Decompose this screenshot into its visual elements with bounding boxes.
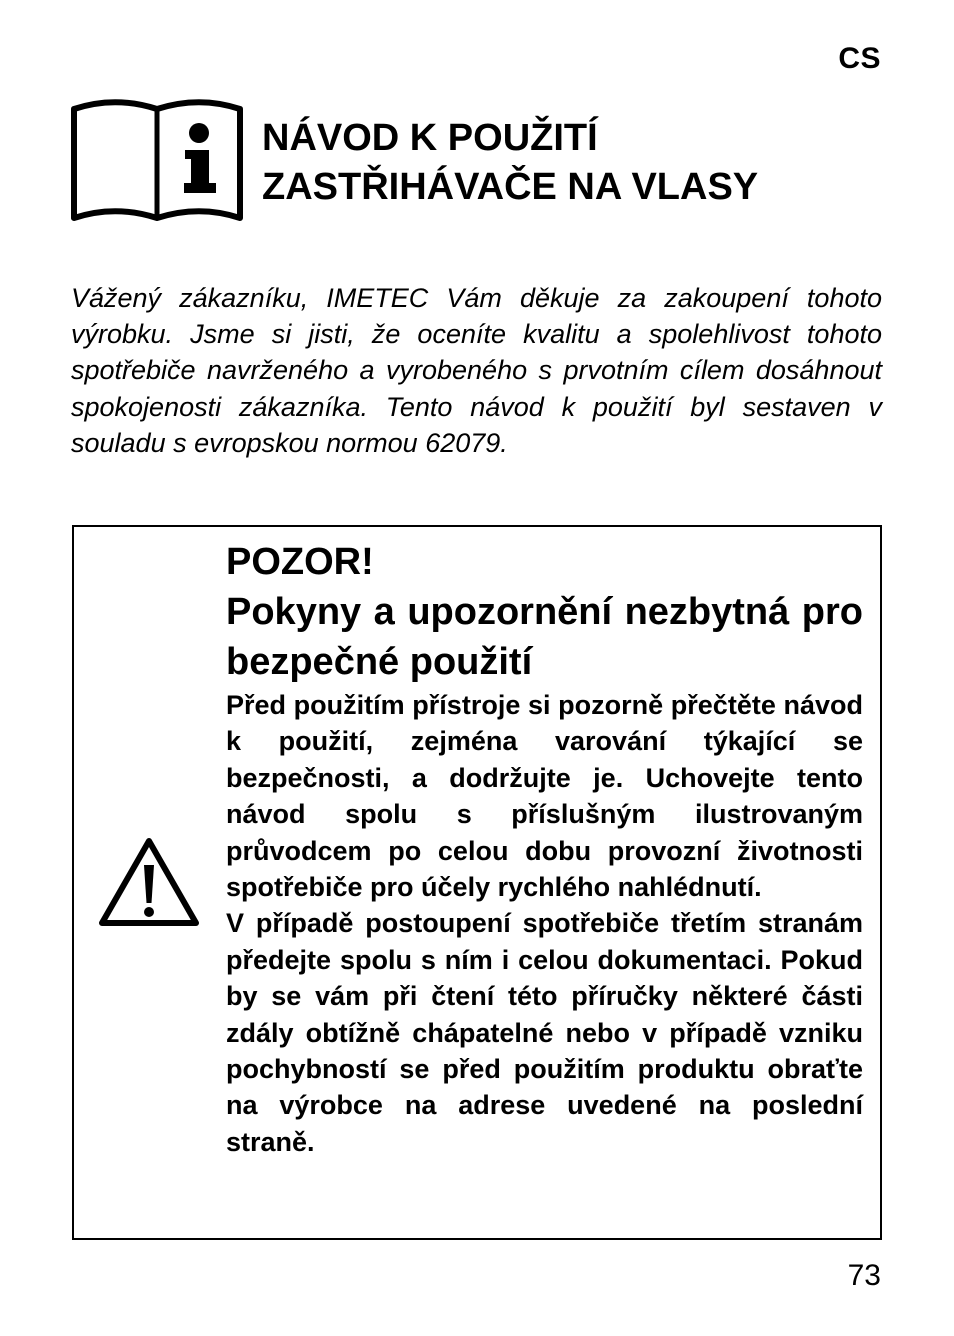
info-book-icon [71, 95, 243, 222]
document-title [262, 114, 882, 212]
title-line-1: NÁVOD K POUŽITÍ [262, 117, 598, 159]
warning-text [226, 537, 863, 1160]
warning-heading [226, 537, 863, 687]
language-code: CS [838, 42, 881, 75]
page-number: 73 [847, 1259, 881, 1292]
warning-paragraph-2: V případě postoupení spotřebiče třetím stranám předejte spolu s ním i celou dokumentaci. Pokud by se vám při čtení této příručky některé části zdály obtížně chápatelné nebo v případě vzniku pochybností se před použitím produktu obraťte na výrobce na adrese uvedené na poslední straně. [226, 908, 863, 1157]
warning-heading-line-1: POZOR! [226, 541, 374, 583]
safety-warning-box [72, 525, 882, 1240]
title-line-2: ZASTŘIHÁVAČE NA VLASY [262, 166, 759, 208]
warning-heading-line-2: Pokyny a upozornění nezbytná pro bezpečné použití [226, 591, 863, 683]
warning-triangle-icon [96, 833, 202, 931]
warning-paragraph-1: Před použitím přístroje si pozorně přečtěte návod k použití, zejména varování týkající se bezpečnosti, a dodržujte je. Uchovejte tento návod spolu s příslušným ilustrovaným průvodcem po celou dobu provozní životnosti spotřebiče pro účely rychlého nahlédnutí. [226, 690, 863, 903]
intro-paragraph: Vážený zákazníku, IMETEC Vám děkuje za zakoupení tohoto výrobku. Jsme si jisti, že oceníte kvalitu a spolehlivost tohoto spotřebiče navrženého a vyrobeného s prvotním cílem dosáhnout spokojenosti zákazníka. Tento návod k použití byl sestaven v souladu s evropskou normou 62079. [71, 283, 882, 458]
